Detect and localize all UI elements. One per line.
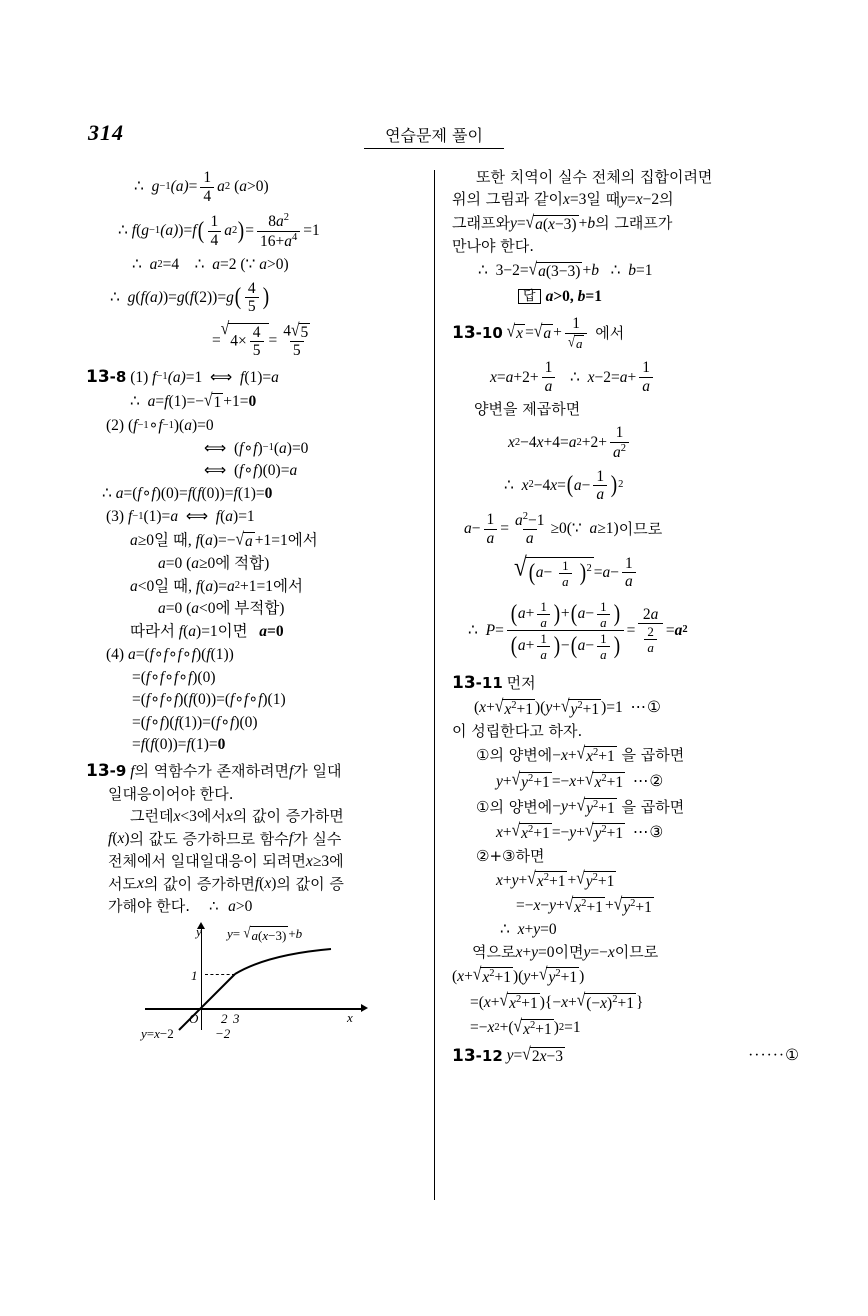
text-line: 또한 치역이 실수 전체의 집합이려면 [476,168,713,186]
right-top-paragraph [452,170,800,304]
right-column [452,170,800,1070]
math-line: 13-12 y = √ 2x−3 ······① [452,1044,800,1066]
math-line: a − $\frac{1}{a}$ = $\frac{a^2-1}{a}$ ≥0(∵ a ≥1) 이므로 [464,510,663,548]
math-line: ∴ g −1 (a) = $\frac{1}{4}$ a 2 ( a >0) [134,169,269,205]
tick-label-neg2: −2 [215,1026,231,1042]
tick-label-2: 2 [221,1011,228,1027]
math-line: 13-9 f 의 역함수가 존재하려면 f 가 일대 [86,760,342,781]
math-line: 가해야 한다. ∴ a >0 [108,897,253,916]
equation-tag: ······① [748,1047,800,1065]
text-line: 양변을 제곱하면 [474,400,581,419]
math-line: =( x + √ $x^2+1$ ){− x + √ $(-x)^2+1$ } [470,990,644,1013]
line-label: y=x−2 [141,1026,174,1042]
math-line: ∴ x 2 −4 x = ( a − $\frac{1}{a}$ ) 2 [504,467,624,504]
problem-13-8 [86,366,434,754]
math-line: 13-8 (1) f −1 (a) =1 ⟺ f (1)= a [86,366,279,387]
text-line: 위의 그림과 같이 x =3 일 때 y = x −2 의 [452,190,674,209]
math-line: 일대응이어야 한다. [108,784,234,803]
problem-number: 13-9 [86,760,127,781]
math-line: x + √ $x^2+1$ =− y + √ $y^2+1$ ⋯③ [496,820,665,843]
math-line: √ (a− $\frac{1}{a}$ )$^2$ = a − $\frac{1}{a}$ [452,556,800,590]
math-line: ∴ P = (a+ $\frac{1}{a}$ )+(a− $\frac{1}{a}$ ) (a+ $\frac{1}{a}$ )−(a− $\frac{1}{a}$ ) = $\frac{2a}{\frac{2}{a}}$ = a 2 [468,598,688,662]
math-line: ⟺ ( f ∘ f ) −1 ( a )=0 [204,439,309,457]
page-header [0,120,868,154]
text-line: ②+③하면 [476,847,545,866]
math-line: ∴ x + y =0 [500,921,557,939]
math-line: 그런데 x <3 에서 x 의 값이 증가하면 [130,807,344,826]
problem-number: 13-8 [86,366,127,387]
problem-13-11 [452,672,800,1038]
problem-13-10 [452,316,800,661]
math-line [452,672,800,693]
math-line: ∴ a = f (1)=− √ 1 +1= 0 [130,390,257,411]
math-line: (3) f −1 (1)= a ⟺ f ( a )=1 [106,508,255,526]
math-line: f ( x ) 의 값도 증가하므로 함수 f 가 실수 [108,829,342,848]
math-line: a =0 ( a ≥0에 적합) [158,555,270,573]
math-line: a =0 ( a <0에 부적합) [158,600,285,618]
problem-number: 13-11 [452,672,503,693]
math-line: = √ 4× $\frac{4}{5}$ = 4 √ 5 5 [212,318,309,360]
math-line: =− x 2 +( √ $x^2+1$ ) 2 =1 [470,1016,581,1038]
math-line: ⟺ ( f ∘ f )(0)= a [204,462,298,480]
math-line: 역으로 x + y =0 이면 y =− x 이므로 [472,943,659,962]
math-line: (2) ( f −1 ∘ f −1 )( a )=0 [106,417,214,435]
math-line: =( f ∘ f ∘ f )( f (0))=( f ∘ f ∘ f )(1) [132,691,286,709]
math-line: x = a +2+ $\frac{1}{a}$ ∴ x −2= a + $\frac{1}{a}$ [452,360,800,394]
math-line: ①의 양변에 − x + √ $x^2+1$ 을 곱하면 [476,743,685,766]
math-line: 서도 x 의 값이 증가하면 f ( x ) 의 값이 증 [108,874,344,893]
math-line: ①의 양변에 − y + √ $y^2+1$ 을 곱하면 [476,795,685,817]
math-line: ( x + √ $x^2+1$ )( y + √ $y^2+1$ ) [452,964,585,987]
left-column [86,170,434,1050]
text-line: 그래프와 y = √ a(x−3) + b 의 그래프가 [452,212,673,233]
math-line: ∴ a =( f ∘ f )(0)= f ( f (0))= f (1)= 0 [102,484,273,502]
math-line: 따라서 f ( a )=1이면 a =0 [130,622,284,640]
page-number: 314 [88,120,124,145]
column-divider [434,170,435,1200]
math-line: ∴ g ( f(a) )= g ( f (2))= g ( $\frac{4}{5}$ ) [110,279,269,316]
math-line: = f ( f (0))= f (1)= 0 [132,736,226,754]
problem-13-9 [86,760,434,916]
problem-number: 13-10 [452,322,503,343]
graph-figure [135,922,385,1050]
math-line: ∴ a 2 =4 ∴ a =2 (∵ a >0) [132,256,289,274]
tick-label-3: 3 [233,1011,240,1027]
math-line: =( f ∘ f ∘ f ∘ f )(0) [132,668,216,686]
text-line: 만나야 한다. [452,237,534,255]
origin-label: O [189,1011,199,1027]
left-top-block [86,170,434,359]
problem-13-12 [452,1044,800,1066]
tick-label-1: 1 [191,968,198,984]
page-title: 연습문제 풀이 [364,123,504,149]
y-axis-label: y [196,924,202,940]
math-line: 전체에서 일대일대응이 되려면 x ≥3 에 [108,852,344,871]
math-line: y + √ $y^2+1$ =− x + √ $x^2+1$ ⋯② [496,769,665,792]
dashed-guide-horizontal [205,974,235,975]
math-line: ( x + √ $x^2+1$ )( y + √ $y^2+1$ )=1 ⋯① [474,696,662,718]
math-line: x + y + √ $x^2+1$ + √ $y^2+1$ [496,868,615,891]
answer-box-label: 답 [518,289,541,304]
math-line: 13-10 √ x = √ a + 1 √ a 에서 [452,315,625,352]
math-line: x 2 −4 x +4= a 2 +2+ $\frac{1}{a^2}$ [452,425,800,460]
problem-number: 13-12 [452,1045,503,1066]
math-line: =− x − y + √ $x^2+1$ + √ $y^2+1$ [516,894,652,916]
text-line: 이 성립한다고 하자. [452,722,583,741]
x-axis-label: x [347,1010,353,1026]
math-line: (4) a =( f ∘ f ∘ f ∘ f )( f (1)) [106,646,234,664]
math-line: ∴ f ( g −1 (a) )= f ( $\frac{1}{4}$ a 2 ) = $\frac{8a^2}{16+a^4}$ =1 [118,212,320,250]
answer-line: 답 a >0, b =1 [452,289,800,305]
math-line: a <0일 때, f ( a )= a 2 +1=1에서 [130,577,303,595]
math-line: ∴ 3−2= √ a(3−3) + b ∴ b =1 [478,259,653,280]
math-line: =( f ∘ f )( f (1))=( f ∘ f )(0) [132,713,258,731]
curve-label: y= √ a(x−3) +b [227,923,303,944]
text-line: 먼저 [506,673,536,692]
math-line: a ≥0일 때, f ( a )=− √ a +1=1에서 [130,529,318,550]
